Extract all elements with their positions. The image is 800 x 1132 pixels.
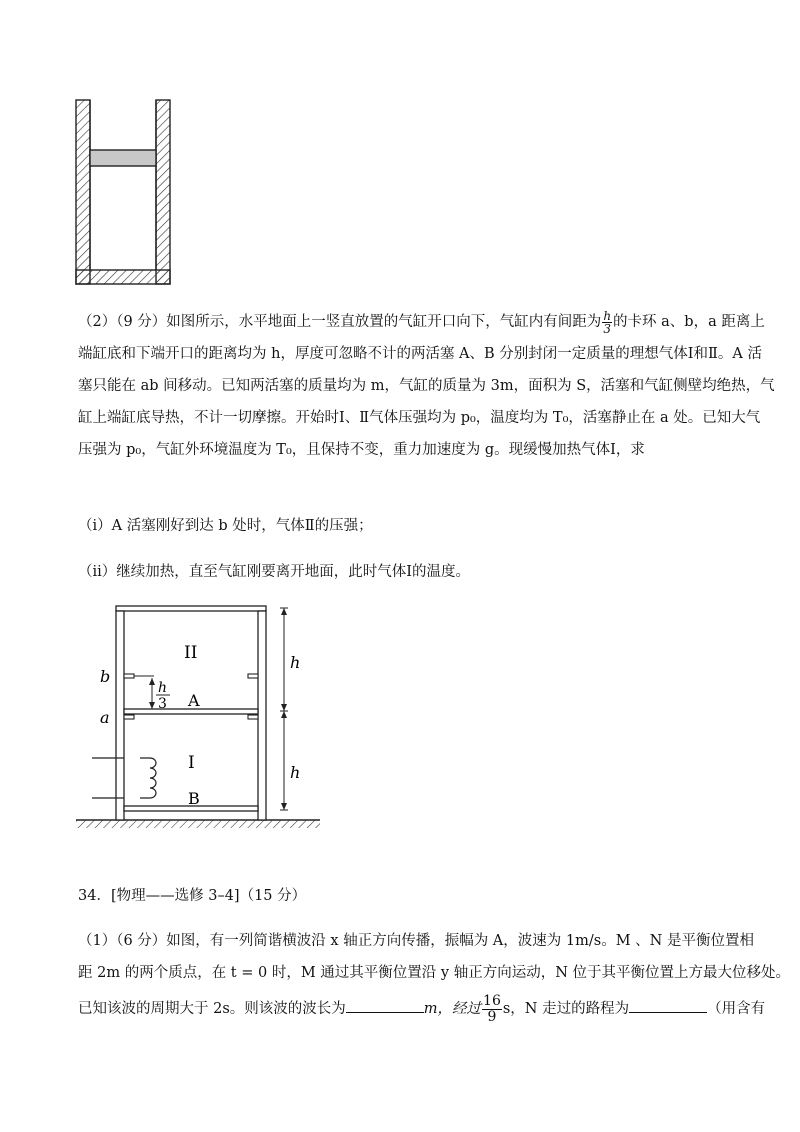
stop-b-left (124, 674, 134, 678)
cylinder-figure-2 (70, 598, 330, 838)
label-gas-II: II (184, 643, 198, 663)
problem-2-line-4: 缸上端缸底导热，不计一切摩擦。开始时Ⅰ、Ⅱ气体压强均为 p₀，温度均为 T₀，活塞静止在 a 处。已知大气 (78, 410, 761, 426)
label-gas-I: I (188, 753, 195, 773)
cylinder-bottom (76, 270, 170, 284)
label-frac-num: h (158, 680, 168, 696)
fraction-16-over-9: $\frac{16}{9}$ (483, 992, 501, 1025)
problem-34-line-1: （1）（6 分）如图，有一列简谐横波沿 x 轴正方向传播，振幅为 A，波速为 1m/s。M 、N 是平衡位置相 (78, 933, 754, 949)
stop-a-left (124, 715, 134, 719)
problem-2-line-3: 塞只能在 ab 间移动。已知两活塞的质量均为 m，气缸的质量为 3m，面积为 S，活塞和气缸侧壁均绝热，气 (78, 378, 775, 394)
problem-34-heading: 34．[物理——选修 3–4]（15 分） (78, 888, 307, 904)
label-piston-B: B (188, 789, 200, 808)
ground-hatch (76, 820, 320, 828)
label-h-top: h (290, 653, 301, 672)
heater-coil (140, 758, 156, 798)
answer-blank-path[interactable] (629, 998, 707, 1013)
cylinder-left-wall-2 (116, 611, 124, 820)
problem-34-text (78, 925, 790, 1029)
fraction-h-over-3: $\frac{h}{3}$ (603, 308, 612, 336)
piston (90, 150, 156, 166)
answer-blank-wavelength[interactable] (346, 998, 424, 1013)
cylinder-right-wall-2 (258, 611, 266, 820)
problem-2-line-1b: 的卡环 a、b，a 距离上 (613, 314, 765, 330)
label-piston-A: A (188, 691, 200, 710)
problem-34-line-2: 距 2m 的两个质点，在 t = 0 时，M 通过其平衡位置沿 y 轴正方向运动，N 位于其平衡位置上方最大位移处。 (78, 965, 790, 981)
label-stop-a: a (100, 708, 110, 727)
problem-2-line-1a: （2）（9 分）如图所示，水平地面上一竖直放置的气缸开口向下，气缸内有间距为 (78, 314, 602, 330)
cylinder-right-wall (156, 100, 170, 284)
cylinder-figure-1 (60, 90, 190, 290)
cylinder-top-cap (116, 606, 266, 611)
problem-34-line-3b: m，经过 (423, 1001, 482, 1017)
label-stop-b: b (100, 667, 111, 686)
problem-34-line-3d: （用含有 (707, 1001, 766, 1017)
sub-question-i: （ⅰ）A 活塞刚好到达 b 处时，气体Ⅱ的压强； (78, 518, 373, 534)
sub-question-ii: （ⅱ）继续加热，直至气缸刚要离开地面，此时气体Ⅰ的温度。 (78, 564, 471, 580)
problem-2-text (78, 306, 775, 466)
stop-a-right (248, 715, 258, 719)
problem-34-line-3a: 已知该波的周期大于 2s。则该波的波长为 (78, 1001, 346, 1017)
label-frac-den: 3 (158, 696, 167, 712)
problem-34-line-3c: s，N 走过的路程为 (502, 1001, 630, 1017)
stop-b-right (248, 674, 258, 678)
cylinder-left-wall (76, 100, 90, 284)
label-h-bottom: h (290, 763, 301, 782)
problem-2-line-5: 压强为 p₀，气缸外环境温度为 T₀，且保持不变，重力加速度为 g。现缓慢加热气体Ⅰ，求 (78, 442, 645, 458)
problem-2-line-2: 端缸底和下端开口的距离均为 h，厚度可忽略不计的两活塞 A、B 分别封闭一定质量的理想气体Ⅰ和Ⅱ。A 活 (78, 346, 762, 362)
